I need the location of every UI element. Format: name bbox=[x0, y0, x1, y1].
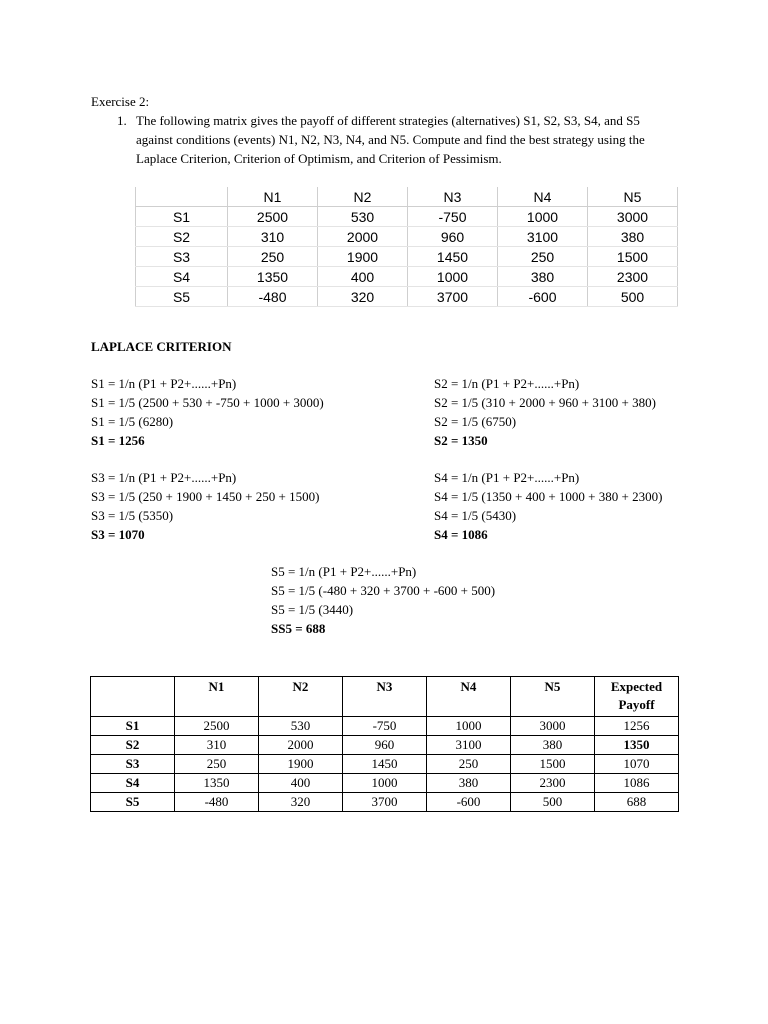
calc-block-s1 bbox=[91, 374, 324, 450]
table-cell: 960 bbox=[343, 736, 427, 755]
matrix-cell: -750 bbox=[408, 207, 498, 227]
matrix-row bbox=[136, 267, 678, 287]
table-cell: 250 bbox=[175, 755, 259, 774]
table-cell: 500 bbox=[511, 793, 595, 812]
matrix-header-cell bbox=[136, 187, 228, 207]
table-cell: 3700 bbox=[343, 793, 427, 812]
calc-line: S3 = 1/n (P1 + P2+......+Pn) bbox=[91, 470, 237, 485]
matrix-header-row bbox=[136, 187, 678, 207]
result-header-cell: N4 bbox=[427, 677, 511, 717]
matrix-cell: S4 bbox=[136, 267, 228, 287]
table-row bbox=[91, 717, 679, 736]
result-header-cell: N5 bbox=[511, 677, 595, 717]
exercise-title: Exercise 2: bbox=[91, 94, 150, 109]
expected-payoff-cell: 688 bbox=[595, 793, 679, 812]
matrix-cell: 320 bbox=[318, 287, 408, 307]
row-label: S2 bbox=[91, 736, 175, 755]
table-cell: -750 bbox=[343, 717, 427, 736]
result-header-cell: N2 bbox=[259, 677, 343, 717]
result-header-row bbox=[91, 677, 679, 717]
matrix-cell: 380 bbox=[588, 227, 678, 247]
matrix-cell: 1900 bbox=[318, 247, 408, 267]
calc-line: S2 = 1/n (P1 + P2+......+Pn) bbox=[434, 376, 580, 391]
expected-payoff-cell-best: 1350 bbox=[595, 736, 679, 755]
matrix-cell: S3 bbox=[136, 247, 228, 267]
calc-line: S3 = 1/5 (5350) bbox=[91, 508, 174, 523]
calc-line: S5 = 1/5 (3440) bbox=[271, 602, 354, 617]
table-cell: 380 bbox=[427, 774, 511, 793]
table-cell: 3100 bbox=[427, 736, 511, 755]
calc-line: S1 = 1/5 (6280) bbox=[91, 414, 174, 429]
row-label: S3 bbox=[91, 755, 175, 774]
calc-block-s5 bbox=[271, 562, 495, 638]
row-label: S4 bbox=[91, 774, 175, 793]
matrix-cell: 3100 bbox=[498, 227, 588, 247]
result-header-cell bbox=[91, 677, 175, 717]
matrix-cell: 400 bbox=[318, 267, 408, 287]
matrix-header-cell: N5 bbox=[588, 187, 678, 207]
matrix-cell: S5 bbox=[136, 287, 228, 307]
calc-line: S5 = 1/n (P1 + P2+......+Pn) bbox=[271, 564, 417, 579]
table-cell: 1000 bbox=[343, 774, 427, 793]
table-cell: 3000 bbox=[511, 717, 595, 736]
calc-block-s2 bbox=[434, 374, 656, 450]
table-row bbox=[91, 736, 679, 755]
calc-line: S5 = 1/5 (-480 + 320 + 3700 + -600 + 500) bbox=[271, 583, 496, 598]
table-row bbox=[91, 774, 679, 793]
matrix-header-cell: N2 bbox=[318, 187, 408, 207]
matrix-cell: 3000 bbox=[588, 207, 678, 227]
matrix-cell: 380 bbox=[498, 267, 588, 287]
table-cell: 250 bbox=[427, 755, 511, 774]
matrix-cell: 1350 bbox=[228, 267, 318, 287]
matrix-cell: 530 bbox=[318, 207, 408, 227]
table-row bbox=[91, 755, 679, 774]
matrix-cell: 310 bbox=[228, 227, 318, 247]
matrix-cell: 250 bbox=[498, 247, 588, 267]
calc-result: SS5 = 688 bbox=[271, 621, 326, 636]
table-cell: 310 bbox=[175, 736, 259, 755]
matrix-row bbox=[136, 287, 678, 307]
calc-line: S4 = 1/5 (1350 + 400 + 1000 + 380 + 2300) bbox=[434, 489, 663, 504]
table-cell: 380 bbox=[511, 736, 595, 755]
matrix-header-cell: N1 bbox=[228, 187, 318, 207]
table-cell: 530 bbox=[259, 717, 343, 736]
item-number: 1. bbox=[117, 113, 127, 128]
table-cell: 2300 bbox=[511, 774, 595, 793]
matrix-cell: 2000 bbox=[318, 227, 408, 247]
matrix-header-cell: N4 bbox=[498, 187, 588, 207]
calc-line: S3 = 1/5 (250 + 1900 + 1450 + 250 + 1500) bbox=[91, 489, 320, 504]
section-heading: LAPLACE CRITERION bbox=[91, 339, 232, 354]
calc-block-s3 bbox=[91, 468, 319, 544]
table-cell: 320 bbox=[259, 793, 343, 812]
matrix-header-cell: N3 bbox=[408, 187, 498, 207]
result-header-cell: Expected Payoff bbox=[595, 677, 679, 717]
matrix-cell: 1450 bbox=[408, 247, 498, 267]
payoff-matrix bbox=[135, 187, 678, 307]
calc-line: S2 = 1/5 (310 + 2000 + 960 + 3100 + 380) bbox=[434, 395, 656, 410]
calc-block-s4 bbox=[434, 468, 662, 544]
expected-payoff-cell: 1256 bbox=[595, 717, 679, 736]
matrix-cell: 1000 bbox=[408, 267, 498, 287]
instruction-line-1: The following matrix gives the payoff of different strategies (alternatives) S1, S2, S3, S4, and S5 bbox=[136, 113, 640, 128]
table-cell: 1900 bbox=[259, 755, 343, 774]
matrix-cell: 1500 bbox=[588, 247, 678, 267]
table-cell: 1000 bbox=[427, 717, 511, 736]
table-row bbox=[91, 793, 679, 812]
expected-payoff-cell: 1086 bbox=[595, 774, 679, 793]
matrix-cell: 2300 bbox=[588, 267, 678, 287]
matrix-cell: 250 bbox=[228, 247, 318, 267]
table-cell: 1450 bbox=[343, 755, 427, 774]
matrix-cell: 2500 bbox=[228, 207, 318, 227]
matrix-cell: -480 bbox=[228, 287, 318, 307]
table-cell: 2000 bbox=[259, 736, 343, 755]
matrix-cell: 1000 bbox=[498, 207, 588, 227]
row-label: S1 bbox=[91, 717, 175, 736]
calc-result: S4 = 1086 bbox=[434, 527, 488, 542]
table-cell: -600 bbox=[427, 793, 511, 812]
calc-line: S1 = 1/n (P1 + P2+......+Pn) bbox=[91, 376, 237, 391]
matrix-row bbox=[136, 227, 678, 247]
result-header-cell: N3 bbox=[343, 677, 427, 717]
calc-line: S1 = 1/5 (2500 + 530 + -750 + 1000 + 3000) bbox=[91, 395, 324, 410]
result-header-cell: N1 bbox=[175, 677, 259, 717]
calc-line: S2 = 1/5 (6750) bbox=[434, 414, 517, 429]
row-label: S5 bbox=[91, 793, 175, 812]
calc-line: S4 = 1/n (P1 + P2+......+Pn) bbox=[434, 470, 580, 485]
calc-result: S3 = 1070 bbox=[91, 527, 145, 542]
matrix-cell: 960 bbox=[408, 227, 498, 247]
calc-result: S1 = 1256 bbox=[91, 433, 145, 448]
calc-result: S2 = 1350 bbox=[434, 433, 488, 448]
matrix-cell: -600 bbox=[498, 287, 588, 307]
table-cell: 400 bbox=[259, 774, 343, 793]
calc-line: S4 = 1/5 (5430) bbox=[434, 508, 517, 523]
matrix-row bbox=[136, 207, 678, 227]
matrix-cell: S2 bbox=[136, 227, 228, 247]
table-cell: 1500 bbox=[511, 755, 595, 774]
table-cell: -480 bbox=[175, 793, 259, 812]
matrix-cell: S1 bbox=[136, 207, 228, 227]
matrix-row bbox=[136, 247, 678, 267]
expected-payoff-cell: 1070 bbox=[595, 755, 679, 774]
table-cell: 1350 bbox=[175, 774, 259, 793]
instruction-line-2: against conditions (events) N1, N2, N3, N4, and N5. Compute and find the best strategy using the bbox=[136, 132, 645, 147]
table-cell: 2500 bbox=[175, 717, 259, 736]
instruction-line-3: Laplace Criterion, Criterion of Optimism, and Criterion of Pessimism. bbox=[136, 151, 502, 166]
matrix-cell: 3700 bbox=[408, 287, 498, 307]
matrix-cell: 500 bbox=[588, 287, 678, 307]
expected-payoff-table bbox=[90, 676, 679, 812]
